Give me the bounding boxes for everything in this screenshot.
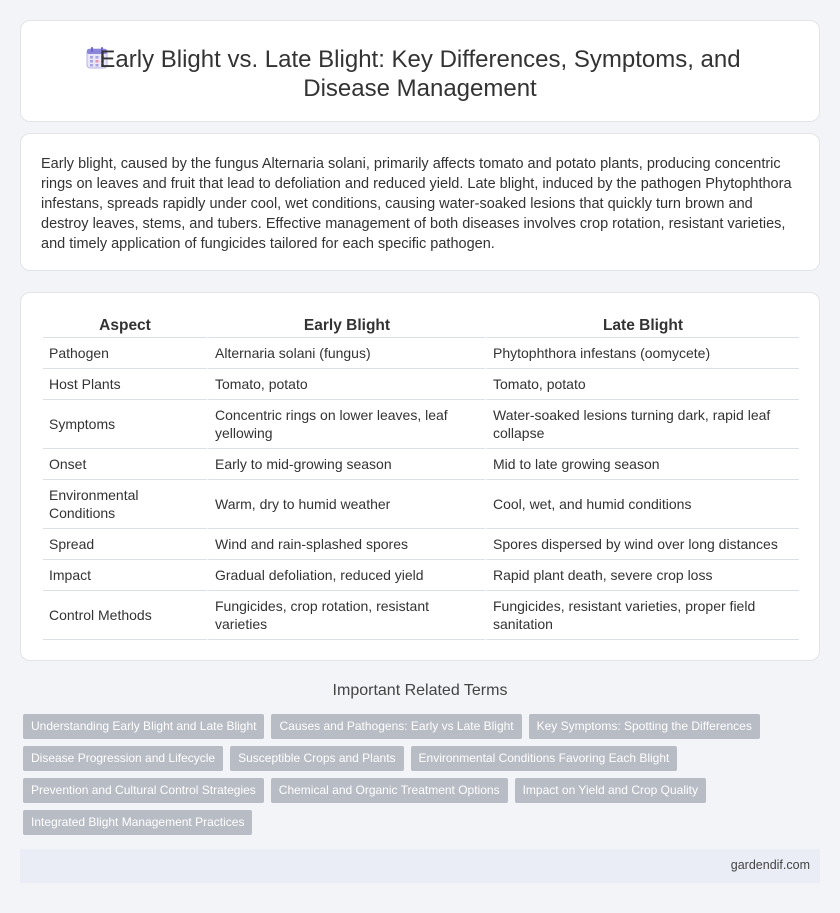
- table-cell: Phytophthora infestans (oomycete): [485, 338, 799, 369]
- footer-site-link[interactable]: gardendif.com: [730, 858, 810, 872]
- tag-row: [23, 810, 783, 835]
- table-row: [43, 529, 799, 560]
- comparison-table-card: [20, 292, 820, 661]
- title-card: [20, 20, 820, 122]
- table-cell: Environmental Conditions: [43, 480, 207, 529]
- table-cell: Spread: [43, 529, 207, 560]
- table-row: [43, 560, 799, 591]
- related-term-tag[interactable]: Impact on Yield and Crop Quality: [515, 778, 706, 803]
- table-cell: Tomato, potato: [207, 369, 485, 400]
- table-header-row: [43, 315, 799, 338]
- table-cell: Pathogen: [43, 338, 207, 369]
- table-cell: Mid to late growing season: [485, 449, 799, 480]
- table-cell: Wind and rain-splashed spores: [207, 529, 485, 560]
- table-cell: Control Methods: [43, 591, 207, 640]
- table-cell: Early to mid-growing season: [207, 449, 485, 480]
- table-cell: Cool, wet, and humid conditions: [485, 480, 799, 529]
- table-cell: Onset: [43, 449, 207, 480]
- related-terms-tags: [23, 714, 783, 842]
- table-cell: Fungicides, resistant varieties, proper field sanitation: [485, 591, 799, 640]
- table-row: [43, 591, 799, 640]
- related-term-tag[interactable]: Environmental Conditions Favoring Each Blight: [411, 746, 678, 771]
- related-term-tag[interactable]: Causes and Pathogens: Early vs Late Blight: [271, 714, 521, 739]
- tag-row: [23, 714, 783, 739]
- page-title-line-2: Disease Management: [303, 75, 537, 102]
- page-title: [21, 45, 819, 103]
- table-cell: Spores dispersed by wind over long distances: [485, 529, 799, 560]
- related-term-tag[interactable]: Integrated Blight Management Practices: [23, 810, 252, 835]
- page-title-line-1: Early Blight vs. Late Blight: Key Differences, Symptoms, and: [99, 46, 741, 73]
- table-cell: Impact: [43, 560, 207, 591]
- footer: [20, 849, 820, 883]
- tag-row: [23, 778, 783, 803]
- related-term-tag[interactable]: Prevention and Cultural Control Strategies: [23, 778, 264, 803]
- table-cell: Fungicides, crop rotation, resistant varieties: [207, 591, 485, 640]
- related-term-tag[interactable]: Chemical and Organic Treatment Options: [271, 778, 508, 803]
- table-cell: Tomato, potato: [485, 369, 799, 400]
- intro-card: [20, 133, 820, 271]
- table-row: [43, 369, 799, 400]
- table-cell: Alternaria solani (fungus): [207, 338, 485, 369]
- table-row: [43, 480, 799, 529]
- tag-row: [23, 746, 783, 771]
- related-term-tag[interactable]: Susceptible Crops and Plants: [230, 746, 403, 771]
- table-row: [43, 400, 799, 449]
- header-late-blight: Late Blight: [485, 315, 799, 338]
- related-terms-title: Important Related Terms: [332, 682, 508, 699]
- table-cell: Concentric rings on lower leaves, leaf yellowing: [207, 400, 485, 449]
- table-cell: Host Plants: [43, 369, 207, 400]
- comparison-table: [43, 315, 799, 640]
- table-cell: Rapid plant death, severe crop loss: [485, 560, 799, 591]
- related-term-tag[interactable]: Understanding Early Blight and Late Blight: [23, 714, 264, 739]
- table-cell: Water-soaked lesions turning dark, rapid leaf collapse: [485, 400, 799, 449]
- table-cell: Symptoms: [43, 400, 207, 449]
- header-early-blight: Early Blight: [207, 315, 485, 338]
- table-row: [43, 449, 799, 480]
- header-aspect: Aspect: [43, 315, 207, 338]
- table-cell: Gradual defoliation, reduced yield: [207, 560, 485, 591]
- related-term-tag[interactable]: Key Symptoms: Spotting the Differences: [529, 714, 760, 739]
- intro-paragraph: Early blight, caused by the fungus Alternaria solani, primarily affects tomato and potato plants, producing concentric rings on leaves and fruit that lead to defoliation and reduced yield. Late blight, induced by the pathogen Phytophthora infestans, spreads rapidly under cool, wet conditions, causing water-soaked lesions that quickly turn brown and destroy leaves, stems, and tubers. Effective management of both diseases involves crop rotation, resistant varieties, and timely application of fungicides tailored for each specific pathogen.: [41, 156, 792, 252]
- table-cell: Warm, dry to humid weather: [207, 480, 485, 529]
- table-row: [43, 338, 799, 369]
- related-term-tag[interactable]: Disease Progression and Lifecycle: [23, 746, 223, 771]
